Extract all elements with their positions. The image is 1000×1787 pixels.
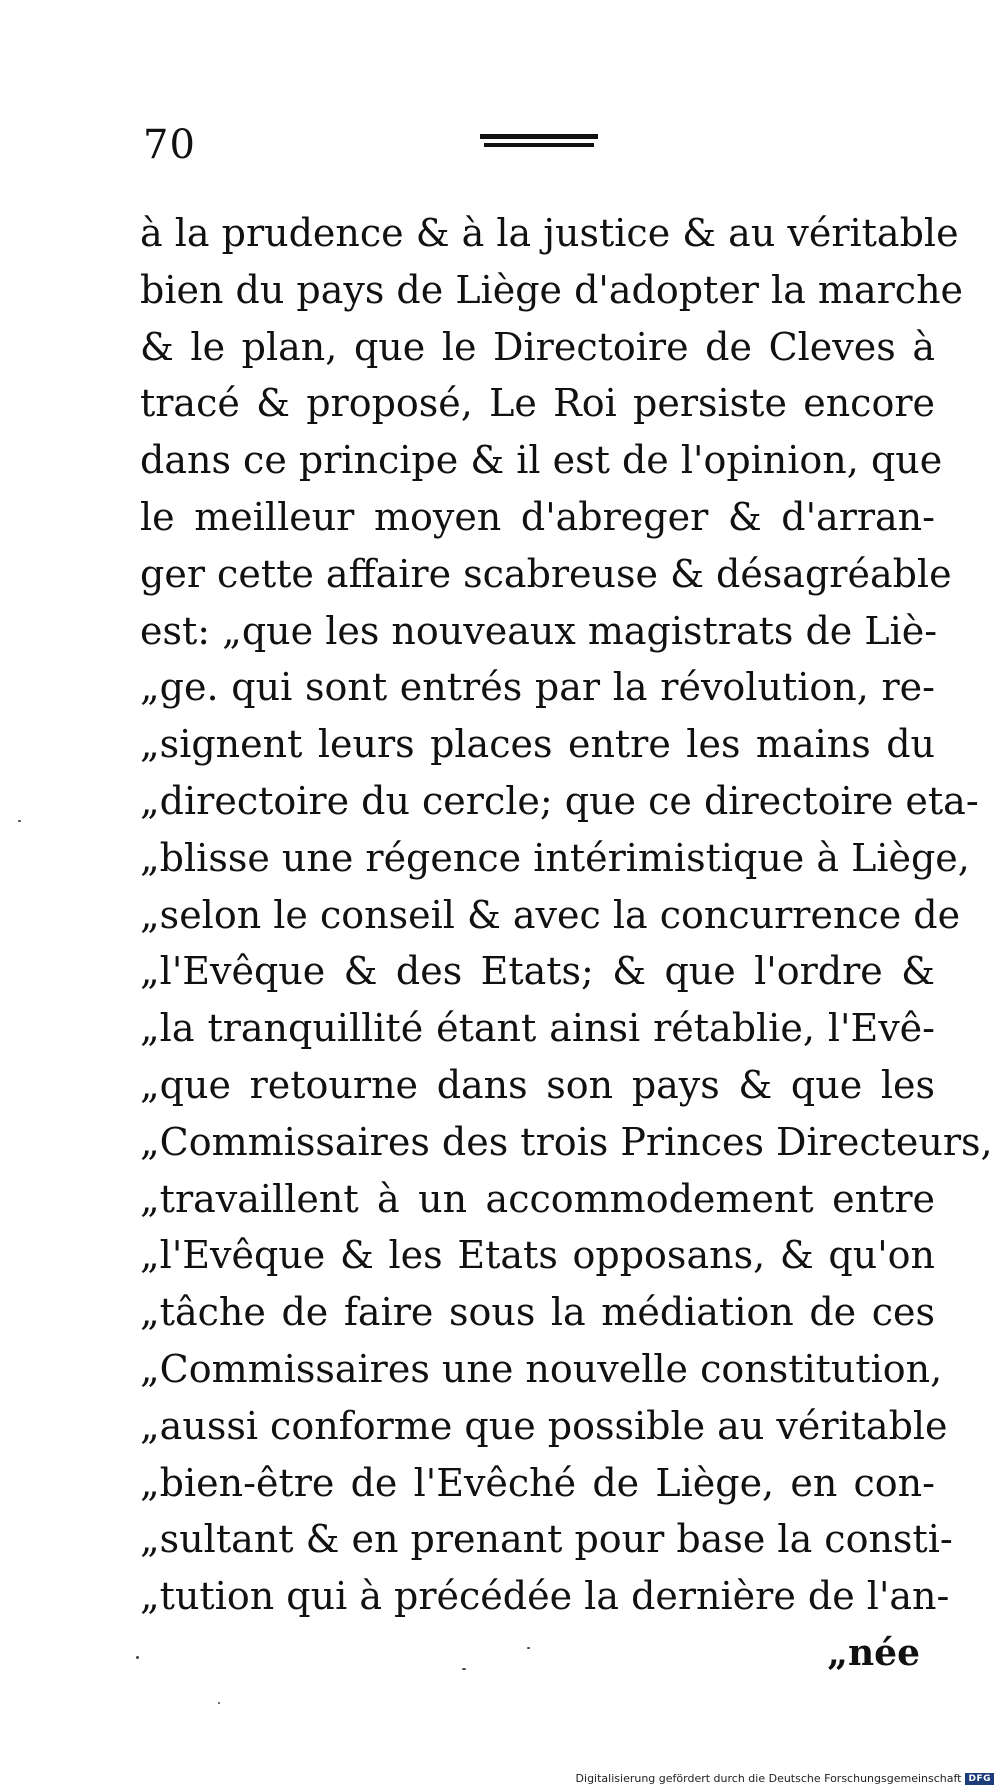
text-line: „sultant & en prenant pour base la consti- [140,1517,953,1562]
scan-speck [218,1702,220,1704]
header-rule-ornament [480,134,598,148]
text-line: „blisse une régence intérimistique à Liège, [140,835,970,880]
scan-speck [18,820,21,822]
text-line: „tâche de faire sous la médiation de ces [140,1290,935,1335]
text-line: dans ce principe & il est de l'opinion, que [140,438,943,483]
text-line: „aussi conforme que possible au véritable [140,1403,948,1448]
text-line: „Commissaires une nouvelle constitution, [140,1346,943,1391]
text-line: „Commissaires des trois Princes Directeurs, [140,1119,993,1164]
text-line: „que retourne dans son pays & que les [140,1062,935,1107]
text-line: „tution qui à précédée la dernière de l'an- [140,1574,950,1619]
text-line: à la prudence & à la justice & au véritable [140,211,959,255]
text-line: „la tranquillité étant ainsi rétablie, l'Evê- [140,1006,935,1051]
text-line: „bien-être de l'Evêché de Liège, en con- [140,1460,935,1505]
header-rule-bar-bottom [484,143,594,147]
text-line: tracé & proposé, Le Roi persiste encore [140,381,935,426]
text-line: „selon le conseil & avec la concurrence de [140,892,961,937]
text-line: ger cette affaire scabreuse & désagréable [140,551,952,596]
text-line: „directoire du cercle; que ce directoire eta- [140,778,979,823]
dfg-logo: DFG [965,1773,994,1785]
text-line: bien du pays de Liège d'adopter la marche [140,267,964,312]
text-line: „signent leurs places entre les mains du [140,722,935,767]
text-line: „l'Evêque & des Etats; & que l'ordre & [140,949,935,994]
text-line: „ge. qui sont entrés par la révolution, re- [140,665,935,710]
page-number: 70 [143,122,196,168]
footer-credit-text: Digitalisierung gefördert durch die Deutsche Forschungsgemeinschaft [575,1772,962,1785]
text-line: & le plan, que le Directoire de Cleves à [140,324,935,369]
text-line: „l'Evêque & les Etats opposans, & qu'on [140,1233,935,1278]
catchword: „née [827,1632,920,1674]
body-text [140,205,993,1625]
text-line: le meilleur moyen d'abreger & d'arran- [140,494,935,539]
text-line: „travaillent à un accommodement entre [140,1176,935,1221]
scan-speck [462,1668,466,1670]
scan-speck [527,1647,530,1649]
scan-speck [136,1656,139,1659]
header-rule-bar-top [480,134,598,139]
text-line: est: „que les nouveaux magistrats de Liè- [140,608,938,653]
digitization-footer [576,1772,994,1785]
